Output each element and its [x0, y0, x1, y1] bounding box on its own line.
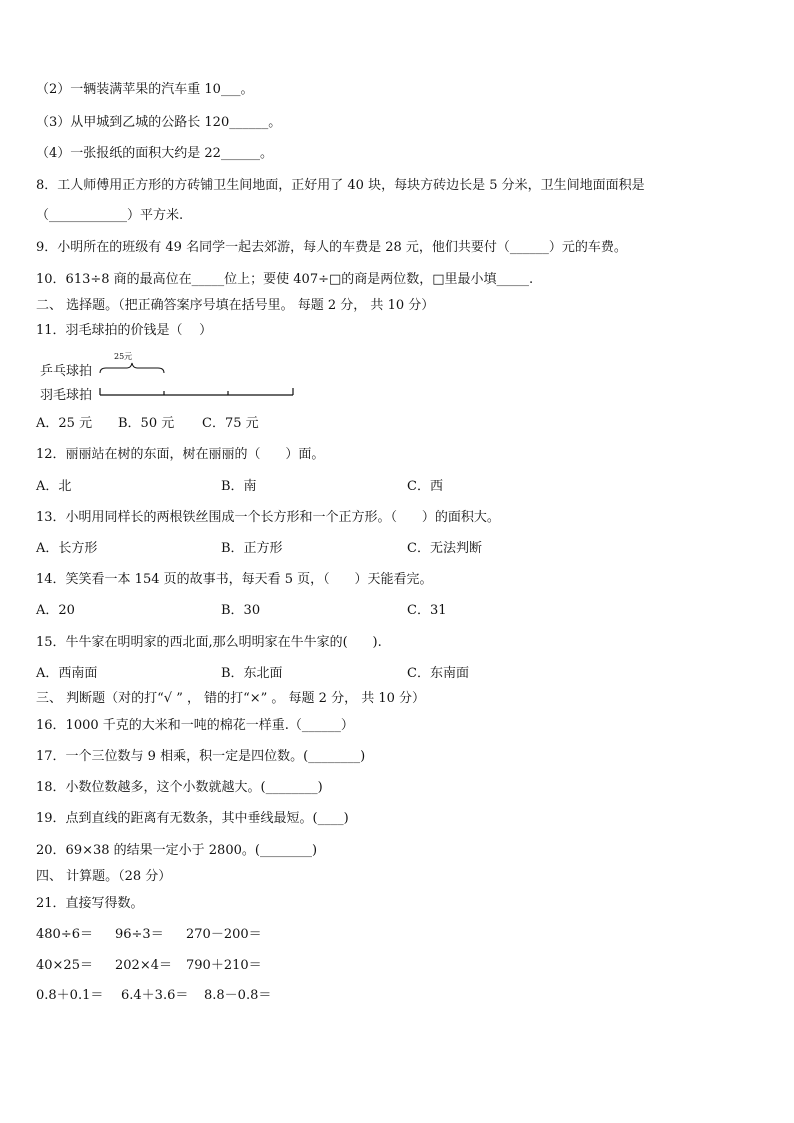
question-9: 9．小明所在的班级有 49 名同学一起去郊游，每人的车费是 28 元，他们共要付（______）元的车费。 [36, 240, 627, 255]
option-b[interactable]: B．南 [221, 479, 257, 494]
question-18: 18．小数位数越多，这个小数就越大。(________) [36, 780, 323, 795]
option-a[interactable]: A．20 [36, 603, 75, 618]
question-17: 17．一个三位数与 9 相乘，积一定是四位数。(________) [36, 749, 366, 764]
question-7-2: （2）一辆装满苹果的汽车重 10___。 [36, 82, 254, 97]
calc-item: 6.4＋3.6＝ [121, 988, 189, 1003]
section-4-heading: 四、 计算题。（28 分） [36, 869, 172, 884]
option-c[interactable]: C．西 [407, 479, 443, 494]
option-b[interactable]: B．东北面 [221, 666, 283, 681]
question-14: 14．笑笑看一本 154 页的故事书，每天看 5 页，（ ）天能看完。 [36, 572, 433, 587]
question-14-options [36, 602, 736, 620]
question-12-options [36, 478, 736, 496]
question-11-options [36, 415, 736, 433]
calc-item: 202×4＝ [115, 958, 172, 973]
option-a[interactable]: A．25 元 [36, 416, 93, 431]
pingpong-racket-label: 乒乓球拍 [40, 364, 93, 379]
racket-price-diagram [36, 350, 316, 402]
question-7-3: （3）从甲城到乙城的公路长 120______。 [36, 115, 282, 130]
question-8: 8．工人师傅用正方形的方砖铺卫生间地面，正好用了 40 块，每块方砖边长是 5 分米，卫生间地面面积是 [36, 178, 645, 193]
calc-item: 790＋210＝ [186, 958, 262, 973]
question-11: 11．羽毛球拍的价钱是（ ） [36, 323, 213, 338]
question-15-options [36, 665, 736, 683]
question-20: 20．69×38 的结果一定小于 2800。(________) [36, 843, 318, 858]
question-7-4: （4）一张报纸的面积大约是 22______。 [36, 146, 273, 161]
option-a[interactable]: A．西南面 [36, 666, 98, 681]
badminton-racket-label: 羽毛球拍 [40, 388, 93, 403]
option-c[interactable]: C．东南面 [407, 666, 469, 681]
option-c[interactable]: C．31 [407, 603, 447, 618]
option-a[interactable]: A．长方形 [36, 541, 98, 556]
calc-item: 8.8－0.8＝ [204, 988, 272, 1003]
question-8-blank: （____________）平方米. [36, 208, 184, 223]
question-12: 12．丽丽站在树的东面，树在丽丽的（ ）面。 [36, 447, 325, 462]
calc-item: 40×25＝ [36, 958, 93, 973]
option-b[interactable]: B．30 [221, 603, 261, 618]
section-2-heading: 二、 选择题。（把正确答案序号填在括号里。 每题 2 分， 共 10 分） [36, 298, 435, 313]
section-3-heading: 三、 判断题（对的打“√ ” ， 错的打“×” 。 每题 2 分， 共 10 分） [36, 691, 426, 706]
brace-mark [100, 363, 164, 373]
calc-item: 270－200＝ [186, 927, 262, 942]
question-13-options [36, 540, 736, 558]
option-b[interactable]: B．正方形 [221, 541, 283, 556]
question-15: 15．牛牛家在明明家的西北面,那么明明家在牛牛家的( ). [36, 635, 382, 650]
calc-item: 480÷6＝ [36, 927, 93, 942]
question-13: 13．小明用同样长的两根铁丝围成一个长方形和一个正方形。（ ）的面积大。 [36, 510, 500, 525]
calc-item: 96÷3＝ [115, 927, 164, 942]
question-19: 19．点到直线的距离有无数条，其中垂线最短。(____) [36, 811, 349, 826]
calc-item: 0.8＋0.1＝ [36, 988, 104, 1003]
question-21: 21．直接写得数。 [36, 896, 144, 911]
segment-diagram-svg [36, 350, 316, 402]
option-a[interactable]: A．北 [36, 479, 72, 494]
question-10: 10．613÷8 商的最高位在_____位上；要使 407÷□的商是两位数，□里最小填_____. [36, 272, 534, 287]
option-c[interactable]: C．75 元 [202, 416, 259, 431]
option-c[interactable]: C．无法判断 [407, 541, 482, 556]
brace-value-label: 25元 [114, 352, 133, 361]
option-b[interactable]: B．50 元 [118, 416, 175, 431]
question-16: 16．1000 千克的大米和一吨的棉花一样重.（______） [36, 718, 354, 733]
